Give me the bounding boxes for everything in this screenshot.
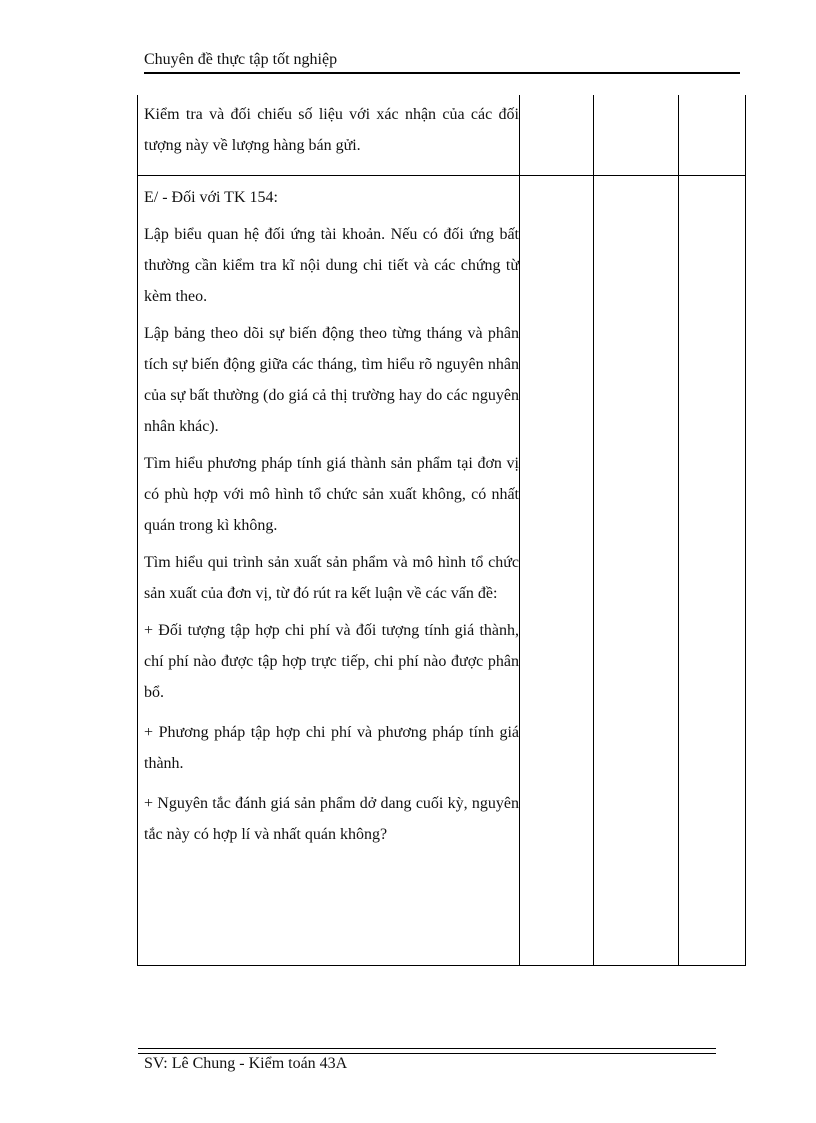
page-header	[144, 49, 740, 74]
table-row	[137, 95, 746, 176]
procedure-bullet: + Nguyên tắc đánh giá sản phẩm dở dang cuối kỳ, nguyên tắc này có hợp lí và nhất quán không?	[144, 795, 519, 843]
footer-author: SV: Lê Chung - Kiểm toán 43A	[144, 1055, 348, 1072]
procedure-cell	[144, 182, 519, 850]
procedure-bullet: + Phương pháp tập hợp chi phí và phương pháp tính giá thành.	[144, 724, 519, 772]
procedure-bullet: + Đối tượng tập hợp chi phí và đối tượng tính giá thành, chí phí nào được tập hợp trực tiếp, chi phí nào được phân bổ.	[144, 622, 519, 701]
procedure-paragraph: Lập bảng theo dõi sự biến động theo từng tháng và phân tích sự biến động giữa các tháng, tìm hiểu rõ nguyên nhân của sự bất thường (do giá cả thị trường hay do các nguyên nhân khác).	[144, 325, 519, 435]
footer-divider	[138, 1048, 716, 1054]
procedure-cell	[144, 99, 519, 161]
section-heading: E/ - Đối với TK 154:	[144, 189, 278, 206]
audit-procedure-table	[137, 95, 746, 966]
table-row	[137, 176, 746, 966]
procedure-paragraph: Lập biểu quan hệ đối ứng tài khoản. Nếu có đối ứng bất thường cần kiểm tra kĩ nội dung chi tiết và các chứng từ kèm theo.	[144, 226, 519, 305]
header-title: Chuyên đề thực tập tốt nghiệp	[144, 51, 338, 68]
procedure-paragraph: Tìm hiểu phương pháp tính giá thành sản phẩm tại đơn vị có phù hợp với mô hình tổ chức sản xuất không, có nhất quán trong kì không.	[144, 455, 519, 534]
procedure-text: Kiểm tra và đối chiếu số liệu với xác nhận của các đối tượng này về lượng hàng bán gửi.	[144, 106, 519, 154]
procedure-paragraph: Tìm hiểu qui trình sản xuất sản phẩm và mô hình tổ chức sản xuất của đơn vị, từ đó rút ra kết luận về các vấn đề:	[144, 554, 519, 602]
